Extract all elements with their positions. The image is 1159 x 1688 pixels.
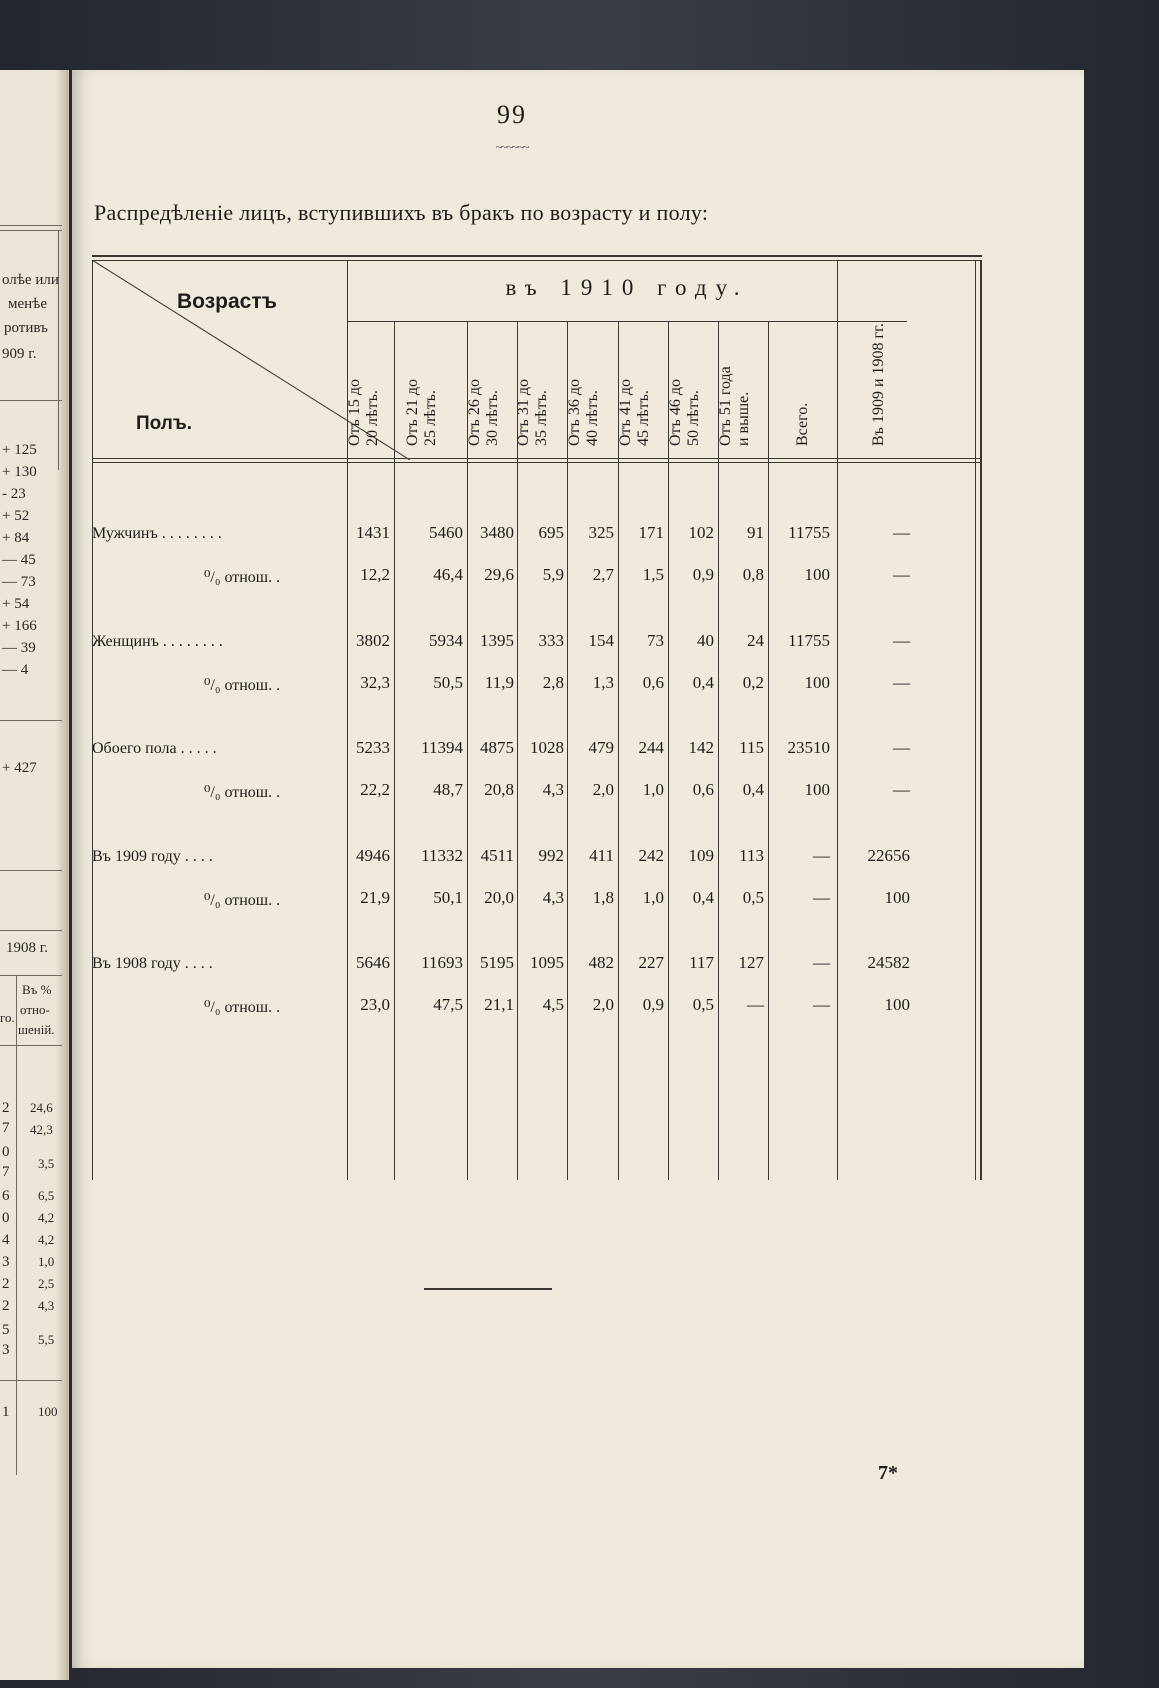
row-label: Въ 1908 году . . . . [92, 955, 213, 972]
table-cell: 0,8 [742, 565, 764, 584]
table-cell: — [893, 631, 910, 650]
left-vrule [16, 975, 17, 1475]
table-cell: 1431 [356, 523, 390, 542]
table-cell: 11693 [421, 953, 463, 972]
left-subheader: отно- [20, 1002, 50, 1017]
table-cell: 4875 [480, 738, 514, 757]
table-cell: 171 [638, 523, 664, 542]
left-rule [0, 400, 62, 401]
col-separator [517, 322, 518, 1180]
table-cell: 0,9 [642, 995, 664, 1014]
table-cell: 0,4 [742, 780, 764, 799]
table-cell: 102 [688, 523, 714, 542]
table-cell: 73 [647, 631, 664, 650]
col-header: Отъ 36 до 40 лѣтъ. [566, 379, 601, 446]
table-cell: 5646 [356, 953, 390, 972]
table-right-rule [975, 260, 976, 1180]
row-label: Въ 1909 году . . . . [92, 848, 213, 865]
left-rule [0, 720, 62, 721]
left-pct: 42,3 [30, 1122, 53, 1137]
left-header-line: 909 г. [2, 346, 37, 362]
col-header: Отъ 46 до 50 лѣтъ. [667, 379, 702, 446]
table-cell: 24582 [867, 953, 910, 972]
left-subheader: Въ % [22, 982, 52, 997]
left-rule [0, 930, 62, 931]
table-cell: 325 [588, 523, 614, 542]
table-cell: 109 [688, 846, 714, 865]
table-cell: 11332 [421, 846, 463, 865]
table-cell: 20,0 [484, 888, 514, 907]
left-value: + 52 [2, 508, 30, 524]
left-page-fragment [0, 70, 69, 1680]
left-pct: 24,6 [30, 1100, 53, 1115]
table-cell: 244 [638, 738, 664, 757]
table-cell: 46,4 [433, 565, 463, 584]
left-pct: 2,5 [38, 1276, 55, 1291]
table-cell: 0,9 [692, 565, 714, 584]
row-label: ⁰/₀ отнош. . [204, 677, 281, 694]
row-label: ⁰/₀ отнош. . [204, 892, 281, 909]
table-cell: 21,1 [484, 995, 514, 1014]
table-cell: 5,9 [542, 565, 564, 584]
col-header: Отъ 15 до 20 лѣтъ. [346, 379, 381, 446]
table-cell: 1395 [480, 631, 514, 650]
table-cell: 2,7 [592, 565, 614, 584]
left-pct: 5,5 [38, 1332, 55, 1347]
table-cell: 91 [747, 523, 764, 542]
table-cell: 22656 [867, 846, 910, 865]
table-cell: 24 [747, 631, 764, 650]
table-cell: 4511 [480, 846, 514, 865]
table-cell: 242 [638, 846, 664, 865]
col-header: Въ 1909 и 1908 гг. [870, 323, 887, 446]
row-label: ⁰/₀ отнош. . [204, 569, 281, 586]
table-cell: 100 [804, 565, 830, 584]
footer-rule [424, 1288, 552, 1290]
table-cell: 411 [589, 846, 614, 865]
left-header-line: менѣе [8, 296, 47, 312]
table-cell: 3480 [480, 523, 514, 542]
table-cell: 100 [884, 995, 910, 1014]
left-digit: 5 [2, 1322, 10, 1338]
table-cell: 0,4 [692, 673, 714, 692]
left-pct: 1,0 [38, 1254, 55, 1269]
col-separator [394, 322, 395, 1180]
table-cell: 100 [804, 780, 830, 799]
left-bottom-left: 1 [2, 1404, 10, 1420]
col-separator [567, 322, 568, 1180]
table-cell: 695 [538, 523, 564, 542]
left-rule [0, 225, 62, 226]
left-year-label: 1908 г. [6, 940, 48, 956]
table-cell: 11,9 [484, 673, 514, 692]
signature-mark: 7* [878, 1462, 898, 1484]
left-digit: 6 [2, 1188, 10, 1204]
left-digit: 3 [2, 1254, 10, 1270]
left-value: + 166 [2, 618, 37, 634]
table-cell: 482 [588, 953, 614, 972]
col-header: Отъ 31 до 35 лѣтъ. [515, 379, 550, 446]
table-cell: 5460 [429, 523, 463, 542]
left-total: + 427 [2, 760, 37, 776]
col-separator [837, 260, 838, 1180]
table-cell: 48,7 [433, 780, 463, 799]
page-number-ornament: ~~~~~~ [495, 140, 529, 154]
table-cell: 0,5 [742, 888, 764, 907]
table-cell: 127 [738, 953, 764, 972]
left-col-label: го. [0, 1010, 15, 1025]
left-pct: 6,5 [38, 1188, 55, 1203]
table-cell: 113 [739, 846, 764, 865]
table-cell: 0,6 [642, 673, 664, 692]
table-cell: 1028 [530, 738, 564, 757]
table-cell: 1,0 [642, 888, 664, 907]
left-rule [0, 870, 62, 871]
row-label: ⁰/₀ отнош. . [204, 999, 281, 1016]
table-cell: 0,4 [692, 888, 714, 907]
table-cell: 0,2 [742, 673, 764, 692]
col-separator [618, 322, 619, 1180]
table-right-rule [980, 260, 982, 1180]
table-cell: 12,2 [360, 565, 390, 584]
left-value: — 73 [2, 574, 36, 590]
table-cell: 0,5 [692, 995, 714, 1014]
left-vrule [58, 230, 59, 470]
left-header-line: олѣе или [2, 272, 59, 288]
corner-header-sex: Полъ. [136, 413, 192, 434]
header-bottom-rule [92, 462, 982, 463]
table-cell: 50,1 [433, 888, 463, 907]
table-cell: 4,5 [542, 995, 564, 1014]
table-cell: 50,5 [433, 673, 463, 692]
left-value: + 125 [2, 442, 37, 458]
left-digit: 4 [2, 1232, 10, 1248]
col-separator [668, 322, 669, 1180]
table-cell: 333 [538, 631, 564, 650]
table-cell: 992 [538, 846, 564, 865]
table-cell: — [893, 673, 910, 692]
table-cell: 3802 [356, 631, 390, 650]
left-rule [0, 1045, 62, 1046]
row-label: ⁰/₀ отнош. . [204, 784, 281, 801]
table-cell: 11755 [788, 523, 830, 542]
left-pct: 3,5 [38, 1156, 55, 1171]
table-cell: 227 [638, 953, 664, 972]
row-label: Мужчинъ . . . . . . . . [92, 525, 222, 542]
table-cell: 20,8 [484, 780, 514, 799]
table-cell: 29,6 [484, 565, 514, 584]
table-cell: 4,3 [542, 780, 564, 799]
left-digit: 0 [2, 1144, 10, 1160]
row-label: Женщинъ . . . . . . . . [92, 633, 223, 650]
table-top-rule [92, 255, 982, 257]
table-cell: 5233 [356, 738, 390, 757]
table-cell: 22,2 [360, 780, 390, 799]
left-pct: 4,3 [38, 1298, 55, 1313]
table-cell: — [747, 995, 764, 1014]
table-cell: 1,3 [592, 673, 614, 692]
left-digit: 2 [2, 1100, 10, 1116]
table-cell: 2,0 [592, 995, 614, 1014]
table-cell: — [893, 565, 910, 584]
left-digit: 7 [2, 1164, 10, 1180]
table-cell: 1,0 [642, 780, 664, 799]
table-cell: 5195 [480, 953, 514, 972]
table-cell: 40 [697, 631, 714, 650]
left-pct: 4,2 [38, 1210, 55, 1225]
table-cell: — [813, 995, 830, 1014]
left-value: — 4 [2, 662, 29, 678]
left-value: + 84 [2, 530, 30, 546]
left-rule [0, 230, 62, 231]
table-cell: — [813, 953, 830, 972]
left-value: + 54 [2, 596, 30, 612]
left-digit: 3 [2, 1342, 10, 1358]
table-cell: 5934 [429, 631, 463, 650]
table-title: Распредѣленіе лицъ, вступившихъ въ бракъ по возрасту и полу: [94, 200, 709, 225]
col-header: Отъ 21 до 25 лѣтъ. [404, 379, 439, 446]
group-header-year: въ 1910 году. [505, 275, 749, 300]
page-number: 99 [497, 100, 527, 129]
table-cell: 154 [588, 631, 614, 650]
left-header-line: ротивъ [4, 320, 48, 336]
table-cell: 1,5 [642, 565, 664, 584]
table-cell: 117 [689, 953, 714, 972]
row-label: Обоего пола . . . . . [92, 740, 217, 757]
left-value: - 23 [2, 486, 26, 502]
table-cell: 100 [884, 888, 910, 907]
table-cell: — [813, 846, 830, 865]
left-value: — 39 [2, 640, 36, 656]
left-bottom-right: 100 [38, 1404, 58, 1419]
col-header: Отъ 51 года и выше. [717, 366, 752, 446]
table-cell: 11394 [421, 738, 463, 757]
left-subheader: шеній. [18, 1022, 55, 1037]
table-cell: 32,3 [360, 673, 390, 692]
left-value: + 130 [2, 464, 37, 480]
left-value: — 45 [2, 552, 36, 568]
group-header-rule [347, 321, 907, 322]
col-header: Всего. [794, 402, 811, 446]
table-cell: 2,0 [592, 780, 614, 799]
table-cell: — [893, 738, 910, 757]
table-cell: 142 [688, 738, 714, 757]
left-digit: 0 [2, 1210, 10, 1226]
corner-header-age: Возрастъ [177, 290, 277, 313]
col-header: Отъ 41 до 45 лѣтъ. [617, 379, 652, 446]
book-page [72, 70, 1084, 1668]
table-cell: 1095 [530, 953, 564, 972]
table-cell: 1,8 [592, 888, 614, 907]
left-digit: 7 [2, 1120, 10, 1136]
left-rule [0, 1380, 62, 1381]
table-cell: 0,6 [692, 780, 714, 799]
table-cell: 115 [739, 738, 764, 757]
table-cell: 11755 [788, 631, 830, 650]
left-digit: 2 [2, 1276, 10, 1292]
table-cell: 4,3 [542, 888, 564, 907]
left-digit: 2 [2, 1298, 10, 1314]
table-cell: 23510 [787, 738, 830, 757]
table-cell: — [813, 888, 830, 907]
table-cell: 21,9 [360, 888, 390, 907]
table-cell: 100 [804, 673, 830, 692]
col-separator [768, 322, 769, 1180]
table-cell: 2,8 [542, 673, 564, 692]
table-cell: 479 [588, 738, 614, 757]
col-separator [467, 322, 468, 1180]
table-cell: — [893, 523, 910, 542]
table-cell: 47,5 [433, 995, 463, 1014]
left-pct: 4,2 [38, 1232, 55, 1247]
col-separator [718, 322, 719, 1180]
table-cell: — [893, 780, 910, 799]
table-cell: 23,0 [360, 995, 390, 1014]
col-header: Отъ 26 до 30 лѣтъ. [466, 379, 501, 446]
table-cell: 4946 [356, 846, 390, 865]
left-rule [0, 975, 62, 976]
